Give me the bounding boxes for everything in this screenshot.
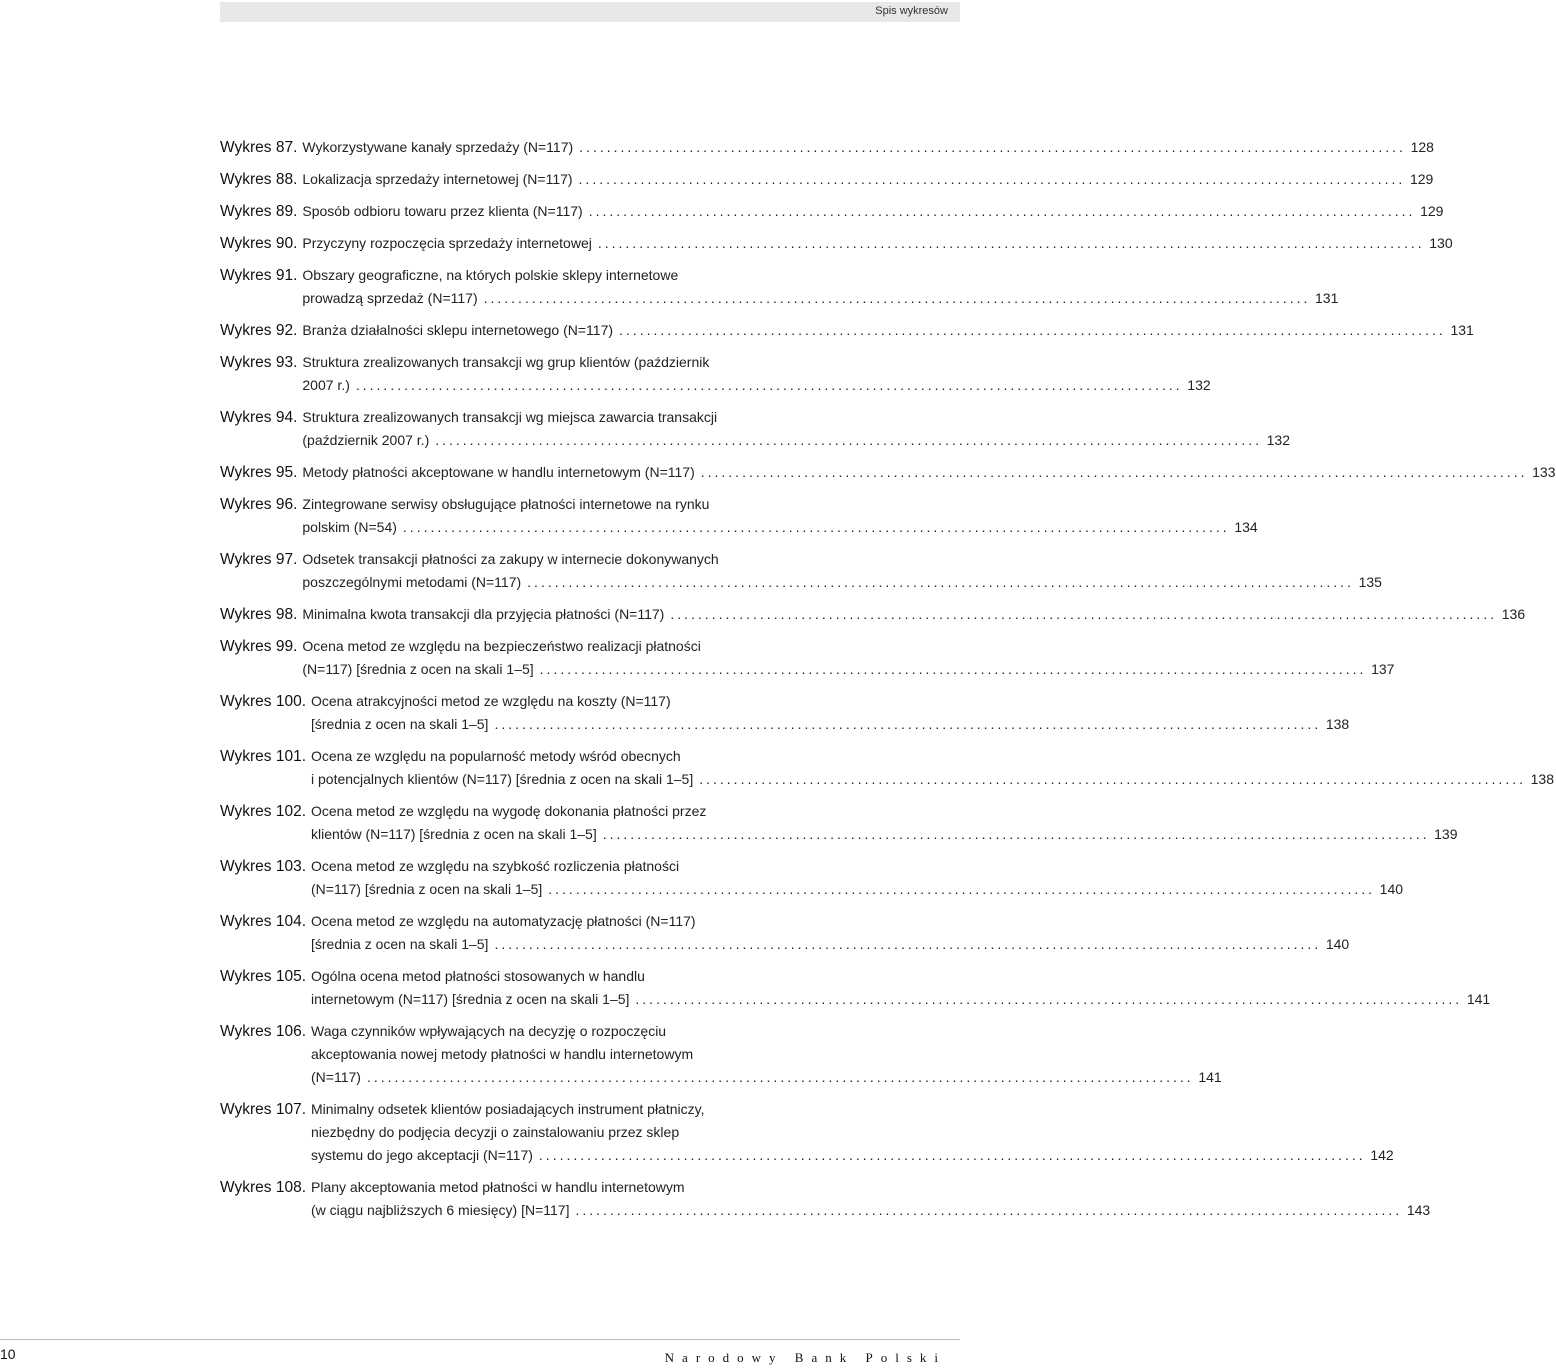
entry-title-line: Plany akceptowania metod płatności w handlu internetowym: [311, 1179, 685, 1195]
toc-entry[interactable]: [220, 136, 1434, 159]
section-title: Spis wykresów: [875, 5, 948, 17]
entry-page-number: 129: [1409, 171, 1434, 187]
entry-label: Wykres 91.: [220, 267, 298, 284]
entry-title-line: Ocena ze względu na popularność metody wśród obecnych: [311, 748, 681, 764]
entry-label: Wykres 98.: [220, 606, 298, 623]
entry-page-number: 133: [1532, 464, 1556, 480]
entry-page-number: 142: [1370, 1147, 1394, 1163]
toc-entry[interactable]: [220, 635, 1395, 681]
entry-label: Wykres 90.: [220, 235, 298, 252]
toc-entry[interactable]: [220, 745, 1554, 791]
entry-title-line: Sposób odbioru towaru przez klienta (N=117): [302, 203, 583, 219]
entry-title-line: Zintegrowane serwisy obsługujące płatności internetowe na rynku: [302, 496, 710, 512]
toc-entry[interactable]: [220, 1098, 1394, 1167]
entry-title-line: [średnia z ocen na skali 1–5]: [311, 716, 489, 732]
entry-label: Wykres 100.: [220, 693, 306, 710]
toc-entry[interactable]: [220, 690, 1350, 736]
dot-leader: ........................................................................................................................: [402, 519, 1230, 535]
dot-leader: ........................................................................................................................: [548, 881, 1376, 897]
toc-entry[interactable]: [220, 168, 1434, 191]
entry-title-line: Odsetek transakcji płatności za zakupy w internecie dokonywanych: [302, 551, 719, 567]
entry-title-line: internetowym (N=117) [średnia z ocen na skali 1–5]: [311, 991, 630, 1007]
entry-label: Wykres 96.: [220, 496, 298, 513]
entry-title-line: (N=117) [średnia z ocen na skali 1–5]: [311, 881, 543, 897]
entry-label: Wykres 102.: [220, 803, 306, 820]
dot-leader: ........................................................................................................................: [699, 771, 1526, 787]
dot-leader: ........................................................................................................................: [602, 826, 1430, 842]
entry-page-number: 129: [1420, 203, 1444, 219]
toc-entry[interactable]: [220, 351, 1211, 397]
entry-title-line: [średnia z ocen na skali 1–5]: [311, 936, 489, 952]
entry-page-number: 141: [1198, 1069, 1222, 1085]
entry-title-line: Ocena metod ze względu na bezpieczeństwo realizacji płatności: [302, 638, 701, 654]
entry-title-line: Ocena metod ze względu na automatyzację płatności (N=117): [311, 913, 696, 929]
entry-label: Wykres 95.: [220, 464, 298, 481]
dot-leader: ........................................................................................................................: [597, 235, 1425, 251]
entry-title-line: polskim (N=54): [302, 519, 397, 535]
toc-entry[interactable]: [220, 1176, 1431, 1222]
dot-leader: ........................................................................................................................: [435, 432, 1262, 448]
entry-title-line: (N=117): [311, 1069, 361, 1085]
entry-label: Wykres 103.: [220, 858, 306, 875]
entry-page-number: 136: [1501, 606, 1526, 622]
entry-label: Wykres 87.: [220, 139, 298, 156]
toc-entry[interactable]: [220, 965, 1491, 1011]
entry-title-line: Minimalny odsetek klientów posiadających instrument płatniczy,: [311, 1101, 705, 1117]
entry-title-line: (N=117) [średnia z ocen na skali 1–5]: [302, 661, 534, 677]
entry-page-number: 130: [1429, 235, 1453, 251]
entry-title-line: 2007 r.): [302, 377, 350, 393]
entry-label: Wykres 88.: [220, 171, 298, 188]
toc-entry[interactable]: [220, 319, 1474, 342]
dot-leader: ........................................................................................................................: [494, 936, 1322, 952]
dot-leader: ........................................................................................................................: [619, 322, 1446, 338]
dot-leader: ........................................................................................................................: [588, 203, 1416, 219]
entry-page-number: 128: [1410, 139, 1434, 155]
entry-label: Wykres 108.: [220, 1179, 306, 1196]
entry-title-line: akceptowania nowej metody płatności w handlu internetowym: [311, 1046, 694, 1062]
entry-label: Wykres 107.: [220, 1101, 306, 1118]
entry-label: Wykres 105.: [220, 968, 306, 985]
toc-entry[interactable]: [220, 200, 1444, 223]
dot-leader: ........................................................................................................................: [579, 139, 1406, 155]
dot-leader: ........................................................................................................................: [527, 574, 1354, 590]
entry-title-line: Ocena atrakcyjności metod ze względu na koszty (N=117): [311, 693, 671, 709]
entry-page-number: 137: [1371, 661, 1395, 677]
toc-entry[interactable]: [220, 493, 1258, 539]
entry-title-line: klientów (N=117) [średnia z ocen na skali 1–5]: [311, 826, 597, 842]
entry-title-line: Struktura zrealizowanych transakcji wg grup klientów (październik: [302, 354, 710, 370]
entry-title-line: (w ciągu najbliższych 6 miesięcy) [N=117]: [311, 1202, 570, 1218]
dot-leader: ........................................................................................................................: [355, 377, 1183, 393]
entry-title-line: Ocena metod ze względu na szybkość rozliczenia płatności: [311, 858, 680, 874]
entry-label: Wykres 104.: [220, 913, 306, 930]
entry-title-line: Struktura zrealizowanych transakcji wg miejsca zawarcia transakcji: [302, 409, 718, 425]
entry-page-number: 140: [1325, 936, 1350, 952]
entry-title-line: Metody płatności akceptowane w handlu internetowym (N=117): [302, 464, 695, 480]
toc-entry[interactable]: [220, 603, 1526, 626]
entry-title-line: prowadzą sprzedaż (N=117): [302, 290, 478, 306]
entry-title-line: Przyczyny rozpoczęcia sprzedaży internetowej: [302, 235, 592, 251]
entry-page-number: 140: [1379, 881, 1404, 897]
toc-entry[interactable]: [220, 910, 1350, 956]
entry-label: Wykres 97.: [220, 551, 298, 568]
table-of-figures: [220, 136, 1556, 1231]
dot-leader: ........................................................................................................................: [366, 1069, 1194, 1085]
entry-title-line: Waga czynników wpływających na decyzję o rozpoczęciu: [311, 1023, 667, 1039]
dot-leader: ........................................................................................................................: [635, 991, 1463, 1007]
entry-label: Wykres 92.: [220, 322, 298, 339]
dot-leader: ........................................................................................................................: [700, 464, 1528, 480]
entry-label: Wykres 101.: [220, 748, 306, 765]
toc-entry[interactable]: [220, 461, 1556, 484]
entry-title-line: Branża działalności sklepu internetowego (N=117): [302, 322, 614, 338]
dot-leader: ........................................................................................................................: [494, 716, 1322, 732]
entry-page-number: 132: [1187, 377, 1211, 393]
entry-title-line: niezbędny do podjęcia decyzji o zainstalowaniu przez sklep: [311, 1124, 680, 1140]
entry-title-line: Ocena metod ze względu na wygodę dokonania płatności przez: [311, 803, 707, 819]
entry-page-number: 141: [1466, 991, 1491, 1007]
entry-title-line: i potencjalnych klientów (N=117) [średnia z ocen na skali 1–5]: [311, 771, 694, 787]
entry-label: Wykres 99.: [220, 638, 298, 655]
entry-title-line: Ogólna ocena metod płatności stosowanych w handlu: [311, 968, 645, 984]
dot-leader: ........................................................................................................................: [483, 290, 1311, 306]
entry-page-number: 139: [1434, 826, 1458, 842]
entry-page-number: 135: [1358, 574, 1382, 590]
entry-page-number: 131: [1450, 322, 1474, 338]
entry-page-number: 143: [1406, 1202, 1431, 1218]
footer-divider: [0, 1339, 960, 1340]
toc-entry[interactable]: [220, 1020, 1222, 1089]
entry-title-line: Lokalizacja sprzedaży internetowej (N=117): [302, 171, 573, 187]
entry-label: Wykres 106.: [220, 1023, 306, 1040]
entry-page-number: 134: [1234, 519, 1258, 535]
publisher-brand: Narodowy Bank Polski: [664, 1350, 946, 1365]
entry-title-line: Obszary geograficzne, na których polskie sklepy internetowe: [302, 267, 679, 283]
dot-leader: ........................................................................................................................: [670, 606, 1498, 622]
dot-leader: ........................................................................................................................: [578, 171, 1406, 187]
entry-label: Wykres 93.: [220, 354, 298, 371]
entry-title-line: Wykorzystywane kanały sprzedaży (N=117): [302, 139, 574, 155]
entry-title-line: (październik 2007 r.): [302, 432, 430, 448]
dot-leader: ........................................................................................................................: [538, 1147, 1366, 1163]
entry-label: Wykres 94.: [220, 409, 298, 426]
page-number: 10: [0, 1346, 16, 1362]
toc-entry[interactable]: [220, 800, 1458, 846]
entry-page-number: 131: [1315, 290, 1339, 306]
toc-entry[interactable]: [220, 548, 1382, 594]
toc-entry[interactable]: [220, 855, 1404, 901]
running-header: [220, 2, 960, 22]
dot-leader: ........................................................................................................................: [539, 661, 1367, 677]
entry-title-line: Minimalna kwota transakcji dla przyjęcia płatności (N=117): [302, 606, 665, 622]
entry-label: Wykres 89.: [220, 203, 298, 220]
toc-entry[interactable]: [220, 232, 1453, 255]
entry-page-number: 138: [1325, 716, 1350, 732]
entry-title-line: systemu do jego akceptacji (N=117): [311, 1147, 533, 1163]
toc-entry[interactable]: [220, 406, 1290, 452]
entry-page-number: 138: [1530, 771, 1554, 787]
dot-leader: ........................................................................................................................: [575, 1202, 1403, 1218]
entry-page-number: 132: [1266, 432, 1290, 448]
entry-title-line: poszczególnymi metodami (N=117): [302, 574, 522, 590]
toc-entry[interactable]: [220, 264, 1339, 310]
